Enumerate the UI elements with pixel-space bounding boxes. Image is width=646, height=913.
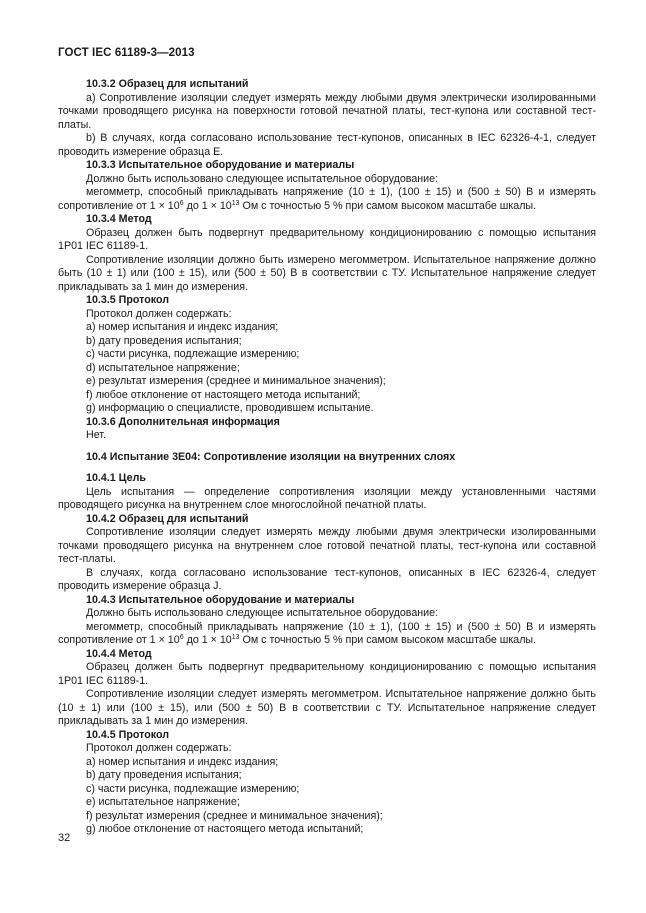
- section-heading-10-4-2: 10.4.2 Образец для испытаний: [86, 512, 249, 525]
- document-body: [58, 78, 596, 837]
- exponent: 13: [231, 634, 240, 641]
- section-heading-10-4-3: 10.4.3 Испытательное оборудование и материалы: [86, 593, 355, 606]
- list-item: g) информацию о специалисте, проводившем испытание.: [86, 402, 374, 414]
- list-item: c) части рисунка, подлежащие измерению;: [86, 782, 300, 795]
- text-span: Ом с точностью 5 % при самом высоком масштабе шкалы.: [239, 634, 537, 646]
- section-heading-10-4-5: 10.4.5 Протокол: [86, 728, 170, 741]
- text-span: Ом с точностью 5 % при самом высоком масштабе шкалы.: [239, 199, 537, 212]
- paragraph: Цель испытания — определение сопротивления изоляции между установленными частями проводящего рисунка на внутреннем слое многослойной печатной платы.: [58, 485, 596, 511]
- paragraph-equipment: [58, 621, 596, 648]
- list-item: e) результат измерения (среднее и минимальное значения);: [86, 375, 386, 387]
- paragraph: В случаях, когда согласовано использование тест-купонов, описанных в IEC 62326-4, следует проводить измерение образца J.: [58, 566, 596, 592]
- paragraph: Сопротивление изоляции следует измерять мегомметром. Испытательное напряжение должно быть (10 ± 1) или (100 ± 15), или (500 ± 50) В в соответствии с ТУ. Испытательное напряжение следует прикладывать за 1 мин до измерения.: [58, 688, 596, 727]
- paragraph: b) В случаях, когда согласовано использование тест-купонов, описанных в IEC 62326-4-1, следует проводить измерение образца E.: [58, 132, 596, 158]
- list-item: c) части рисунка, подлежащие измерению;: [86, 348, 300, 360]
- paragraph: Сопротивление изоляции должно быть измерено мегомметром. Испытательное напряжение должно быть (10 ± 1) или (100 ± 15), или (500 ± 50) В в соответствии с ТУ. Испытательное напряжение следует прикладывать за 1 мин до измерения.: [58, 253, 596, 293]
- paragraph: Протокол должен содержать:: [86, 742, 232, 754]
- exponent: 13: [231, 199, 240, 207]
- paragraph: Нет.: [86, 429, 106, 441]
- list-item: f) результат измерения (среднее и минимальное значения);: [86, 809, 383, 822]
- exponent: 6: [179, 199, 184, 207]
- section-heading-10-3-5: 10.3.5 Протокол: [86, 294, 170, 306]
- text-span: до 1 × 10: [183, 634, 232, 646]
- paragraph: Должно быть использовано следующее испытательное оборудование:: [86, 607, 439, 619]
- document-header-title: ГОСТ IEC 61189-3—2013: [58, 47, 195, 59]
- page-number: 32: [58, 832, 71, 844]
- list-item: а) номер испытания и индекс издания;: [86, 321, 279, 333]
- section-heading-10-4-4: 10.4.4 Метод: [86, 647, 152, 660]
- list-item: b) дату проведения испытания;: [86, 769, 242, 781]
- paragraph-equipment: [58, 186, 596, 213]
- paragraph: Образец должен быть подвергнут предварительному кондиционированию с помощью испытания 1P01 IEC 61189-1.: [58, 661, 596, 687]
- section-heading-10-4: 10.4 Испытание 3E04: Сопротивление изоляции на внутренних слоях: [86, 450, 456, 463]
- list-item: а) номер испытания и индекс издания;: [86, 755, 279, 768]
- list-item: d) испытательное напряжение;: [86, 361, 240, 374]
- paragraph: Должно быть использовано следующее испытательное оборудование:: [86, 172, 439, 185]
- list-item: g) любое отклонение от настоящего метода испытаний;: [86, 823, 364, 835]
- section-heading-10-3-3: 10.3.3 Испытательное оборудование и материалы: [86, 159, 355, 171]
- list-item: e) испытательное напряжение;: [86, 796, 240, 808]
- exponent: 6: [179, 634, 184, 641]
- list-item: f) любое отклонение от настоящего метода испытаний;: [86, 388, 361, 401]
- section-heading-10-3-4: 10.3.4 Метод: [86, 213, 152, 225]
- section-heading-10-4-1: 10.4.1 Цель: [86, 472, 146, 484]
- paragraph: Сопротивление изоляции следует измерять между любыми двумя электрически изолированными точками проводящего рисунка на внутреннем слое готовой печатной платы, тест-купона или составной тест-платы.: [58, 526, 596, 565]
- section-heading-10-3-6: 10.3.6 Дополнительная информация: [86, 415, 280, 428]
- section-heading-10-3-2: 10.3.2 Образец для испытаний: [86, 78, 249, 90]
- paragraph: Протокол должен содержать:: [86, 307, 232, 320]
- paragraph: а) Сопротивление изоляции следует измерять между любыми двумя электрически изолированными точками проводящего рисунка на поверхности готовой печатной платы, тест-купона или составной тест-платы.: [58, 91, 596, 131]
- list-item: b) дату проведения испытания;: [86, 334, 242, 347]
- text-span: до 1 × 10: [183, 199, 232, 212]
- paragraph: Образец должен быть подвергнут предварительному кондиционированию с помощью испытания 1P01 IEC 61189-1.: [58, 226, 596, 252]
- text-span: мегомметр, способный прикладывать напряжение (10 ± 1), (100 ± 15) и (500 ± 50) В и измерять сопротивление от 1 × 10: [58, 620, 596, 646]
- text-span: мегомметр, способный прикладывать напряжение (10 ± 1), (100 ± 15) и (500 ± 50) В и измерять сопротивление от 1 × 10: [58, 186, 596, 212]
